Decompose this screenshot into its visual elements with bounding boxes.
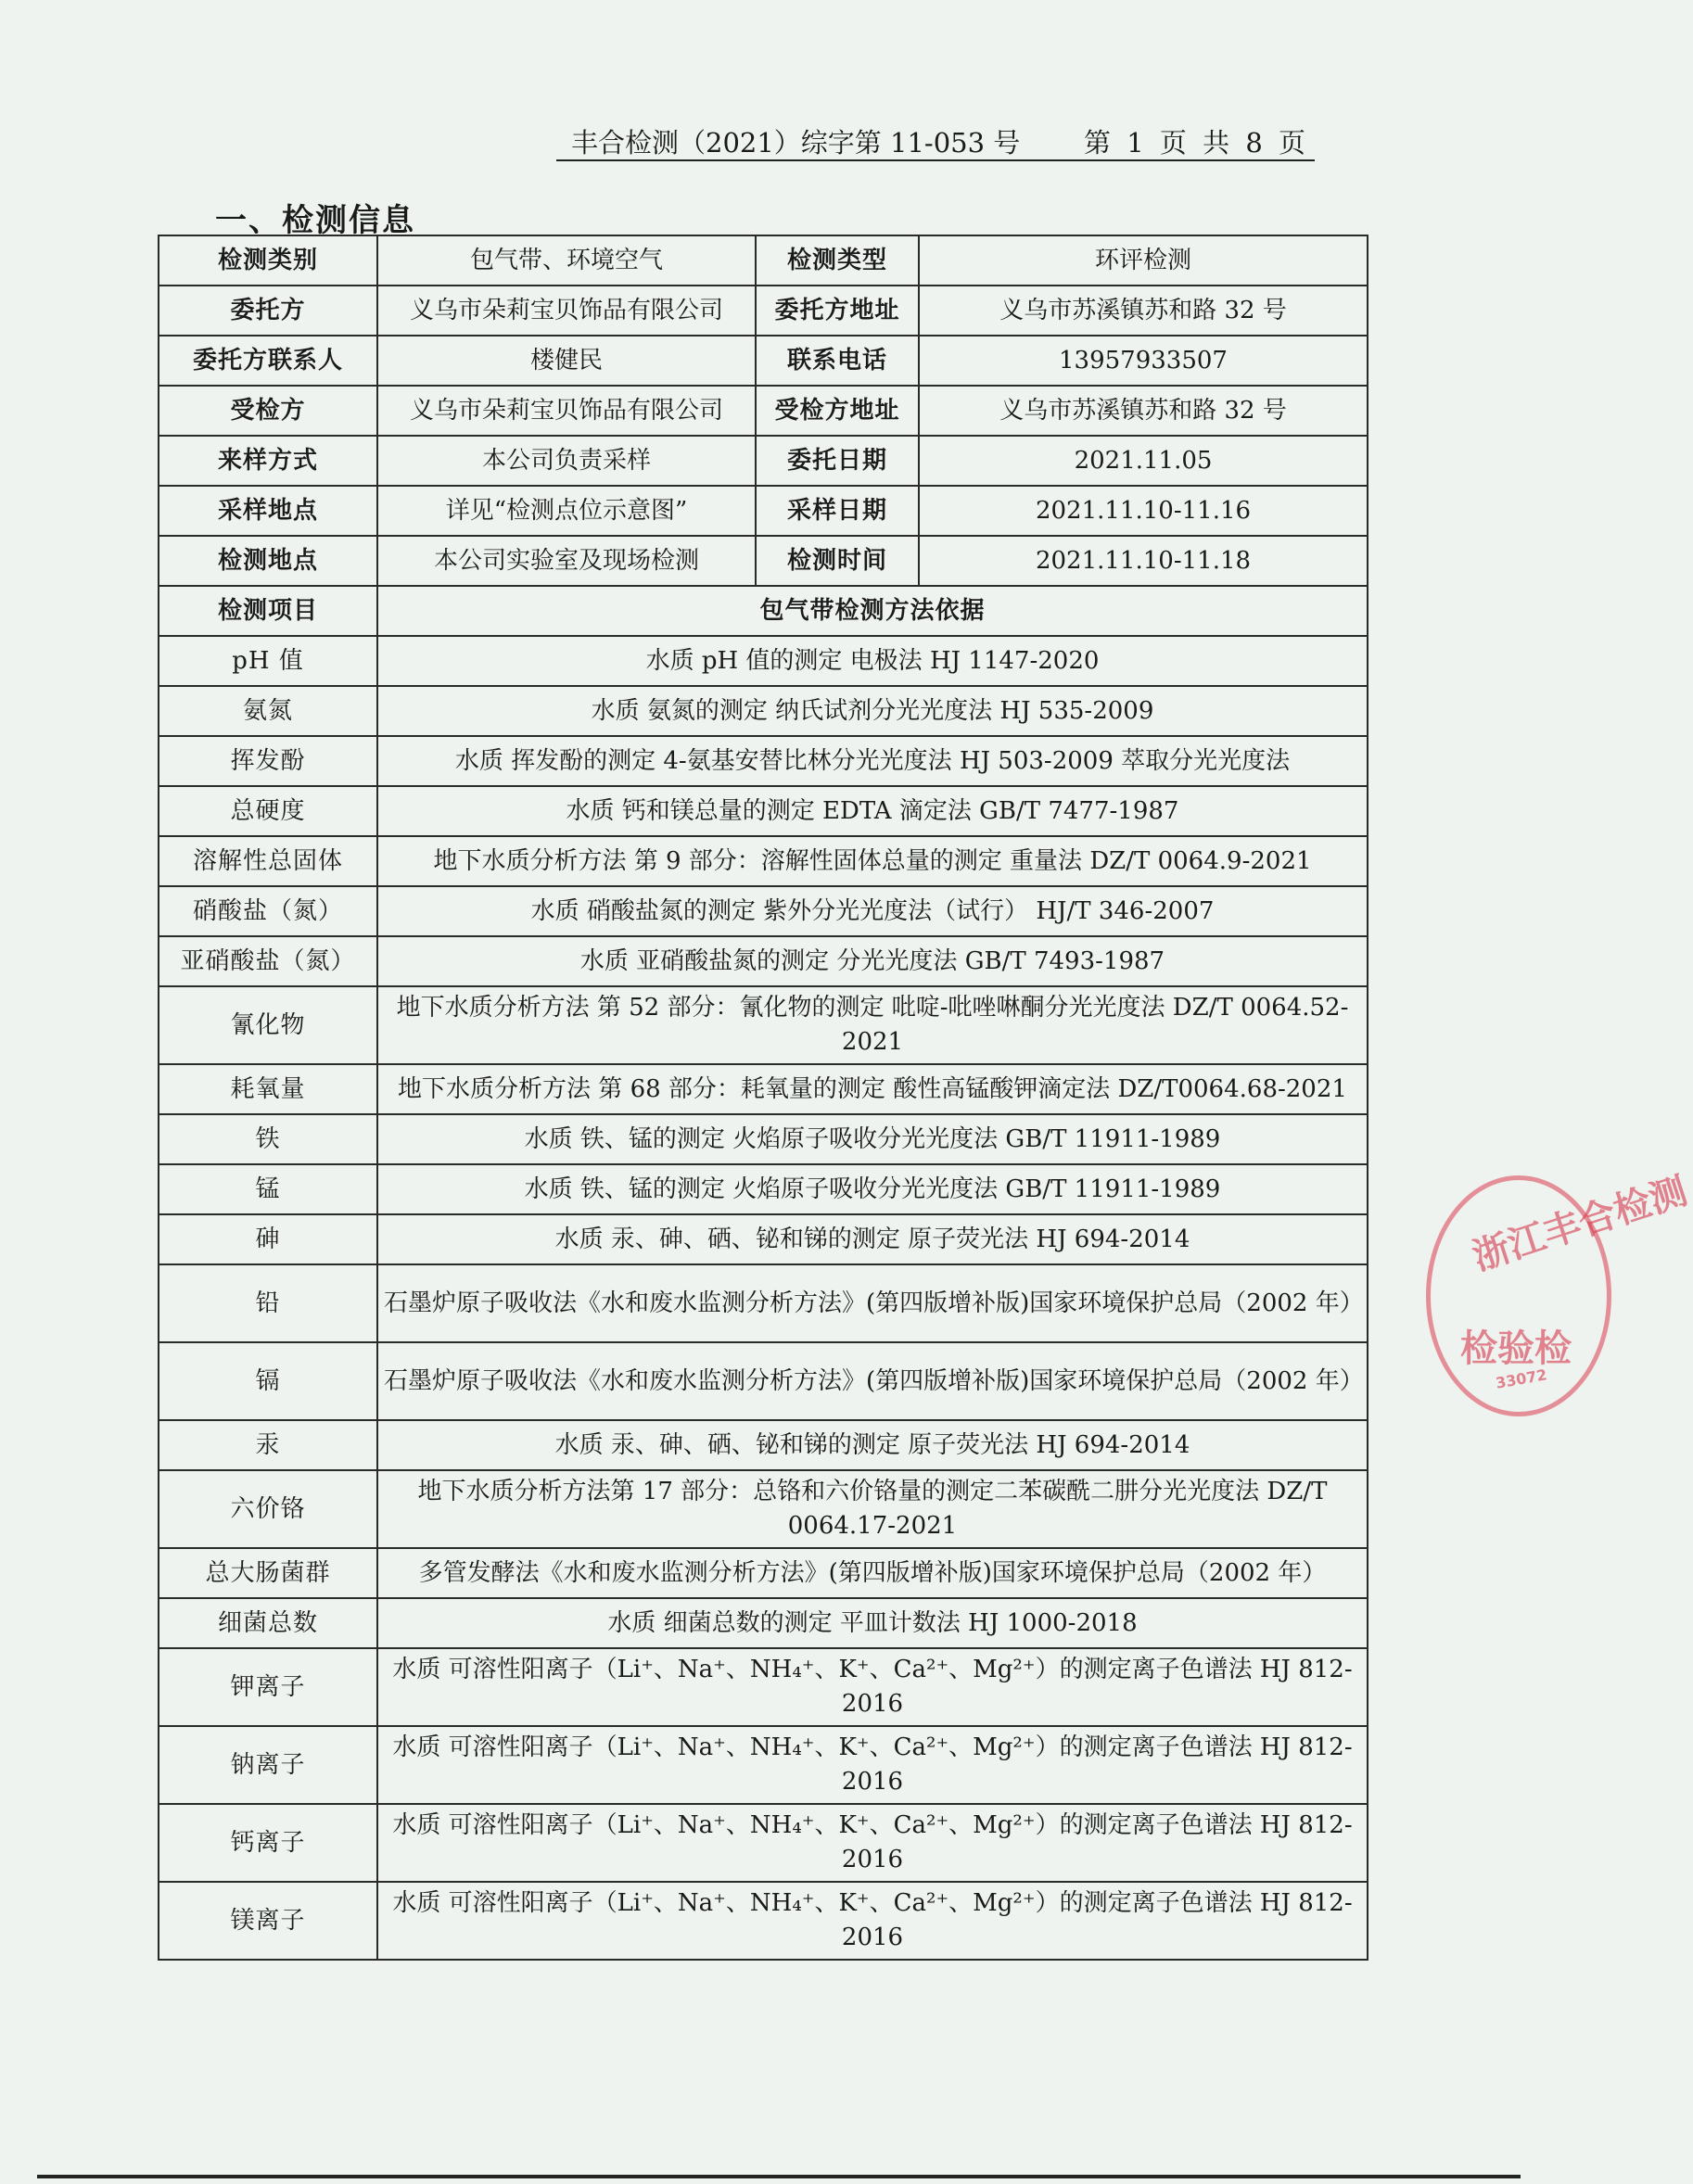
- info-row: [159, 436, 1368, 486]
- test-method: 水质 钙和镁总量的测定 EDTA 滴定法 GB/T 7477-1987: [377, 786, 1368, 836]
- info-value: 详见“检测点位示意图”: [377, 486, 756, 536]
- method-row: [159, 1548, 1368, 1598]
- test-item: 总硬度: [159, 786, 377, 836]
- method-row: [159, 1264, 1368, 1342]
- info-value: 义乌市朵莉宝贝饰品有限公司: [377, 386, 756, 436]
- test-method: 水质 亚硝酸盐氮的测定 分光光度法 GB/T 7493-1987: [377, 936, 1368, 986]
- test-item: 氰化物: [159, 986, 377, 1064]
- method-row: [159, 1420, 1368, 1470]
- test-method: 水质 氨氮的测定 纳氏试剂分光光度法 HJ 535-2009: [377, 686, 1368, 736]
- method-row: [159, 1726, 1368, 1804]
- test-method: 地下水质分析方法第 17 部分：总铬和六价铬量的测定二苯碳酰二肼分光光度法 DZ/T 0064.17-2021: [377, 1470, 1368, 1548]
- method-row: [159, 886, 1368, 936]
- test-item: 镁离子: [159, 1882, 377, 1960]
- method-row: [159, 1648, 1368, 1726]
- method-row: [159, 986, 1368, 1064]
- test-method: 地下水质分析方法 第 68 部分：耗氧量的测定 酸性高锰酸钾滴定法 DZ/T0064.68-2021: [377, 1064, 1368, 1114]
- method-row: [159, 736, 1368, 786]
- info-value: 13957933507: [919, 336, 1368, 386]
- info-value: 义乌市苏溪镇苏和路 32 号: [919, 286, 1368, 336]
- test-item: 砷: [159, 1214, 377, 1264]
- test-item: 铅: [159, 1264, 377, 1342]
- test-item: 汞: [159, 1420, 377, 1470]
- info-row: [159, 386, 1368, 436]
- official-seal: [1426, 1169, 1693, 1416]
- method-header-method: 包气带检测方法依据: [377, 586, 1368, 636]
- seal-number: 33072: [1494, 1365, 1548, 1392]
- test-method: 水质 汞、砷、硒、铋和锑的测定 原子荧光法 HJ 694-2014: [377, 1420, 1368, 1470]
- test-method: 水质 铁、锰的测定 火焰原子吸收分光光度法 GB/T 11911-1989: [377, 1114, 1368, 1164]
- info-label: 检测类别: [159, 235, 377, 286]
- test-item: pH 值: [159, 636, 377, 686]
- test-method: 水质 挥发酚的测定 4-氨基安替比林分光光度法 HJ 503-2009 萃取分光光度法: [377, 736, 1368, 786]
- info-row: [159, 235, 1368, 286]
- test-method: 水质 可溶性阳离子（Li⁺、Na⁺、NH₄⁺、K⁺、Ca²⁺、Mg²⁺）的测定离子色谱法 HJ 812-2016: [377, 1882, 1368, 1960]
- method-row: [159, 1342, 1368, 1420]
- report-number: 丰合检测（2021）综字第 11-053 号: [571, 127, 1021, 159]
- test-item: 亚硝酸盐（氮）: [159, 936, 377, 986]
- info-value: 2021.11.10-11.16: [919, 486, 1368, 536]
- info-label: 受检方地址: [756, 386, 919, 436]
- info-value: 义乌市苏溪镇苏和路 32 号: [919, 386, 1368, 436]
- info-label: 委托方联系人: [159, 336, 377, 386]
- test-item: 钠离子: [159, 1726, 377, 1804]
- info-label: 采样日期: [756, 486, 919, 536]
- test-method: 水质 可溶性阳离子（Li⁺、Na⁺、NH₄⁺、K⁺、Ca²⁺、Mg²⁺）的测定离子色谱法 HJ 812-2016: [377, 1648, 1368, 1726]
- method-row: [159, 1214, 1368, 1264]
- test-item: 钾离子: [159, 1648, 377, 1726]
- info-label: 检测地点: [159, 536, 377, 586]
- test-method: 石墨炉原子吸收法《水和废水监测分析方法》(第四版增补版)国家环境保护总局（2002 年）: [377, 1342, 1368, 1420]
- method-row: [159, 936, 1368, 986]
- info-value: 2021.11.05: [919, 436, 1368, 486]
- test-method: 石墨炉原子吸收法《水和废水监测分析方法》(第四版增补版)国家环境保护总局（2002 年）: [377, 1264, 1368, 1342]
- method-row: [159, 1064, 1368, 1114]
- test-method: 水质 可溶性阳离子（Li⁺、Na⁺、NH₄⁺、K⁺、Ca²⁺、Mg²⁺）的测定离子色谱法 HJ 812-2016: [377, 1726, 1368, 1804]
- test-method: 水质 铁、锰的测定 火焰原子吸收分光光度法 GB/T 11911-1989: [377, 1164, 1368, 1214]
- scan-edge-line: [37, 2175, 1521, 2178]
- test-method: 水质 可溶性阳离子（Li⁺、Na⁺、NH₄⁺、K⁺、Ca²⁺、Mg²⁺）的测定离子色谱法 HJ 812-2016: [377, 1804, 1368, 1882]
- info-row: [159, 536, 1368, 586]
- info-row: [159, 336, 1368, 386]
- info-value: 楼健民: [377, 336, 756, 386]
- info-label: 委托方: [159, 286, 377, 336]
- seal-middle-text: 检验检: [1460, 1327, 1572, 1370]
- test-item: 挥发酚: [159, 736, 377, 786]
- info-row: [159, 486, 1368, 536]
- info-label: 采样地点: [159, 486, 377, 536]
- method-header-item: 检测项目: [159, 586, 377, 636]
- test-item: 六价铬: [159, 1470, 377, 1548]
- info-label: 委托方地址: [756, 286, 919, 336]
- info-value: 包气带、环境空气: [377, 235, 756, 286]
- test-item: 硝酸盐（氮）: [159, 886, 377, 936]
- test-method: 多管发酵法《水和废水监测分析方法》(第四版增补版)国家环境保护总局（2002 年）: [377, 1548, 1368, 1598]
- test-item: 铁: [159, 1114, 377, 1164]
- info-label: 受检方: [159, 386, 377, 436]
- info-value: 本公司实验室及现场检测: [377, 536, 756, 586]
- method-row: [159, 636, 1368, 686]
- detection-info-table: [158, 235, 1368, 1961]
- info-label: 来样方式: [159, 436, 377, 486]
- info-label: 委托日期: [756, 436, 919, 486]
- test-item: 溶解性总固体: [159, 836, 377, 886]
- test-method: 地下水质分析方法 第 9 部分：溶解性固体总量的测定 重量法 DZ/T 0064.9-2021: [377, 836, 1368, 886]
- method-row: [159, 786, 1368, 836]
- info-label: 检测类型: [756, 235, 919, 286]
- method-header-row: [159, 586, 1368, 636]
- method-row: [159, 1882, 1368, 1960]
- test-item: 镉: [159, 1342, 377, 1420]
- method-row: [159, 1804, 1368, 1882]
- method-row: [159, 1598, 1368, 1648]
- info-value: 本公司负责采样: [377, 436, 756, 486]
- test-method: 地下水质分析方法 第 52 部分：氰化物的测定 吡啶-吡唑啉酮分光光度法 DZ/T 0064.52-2021: [377, 986, 1368, 1064]
- method-row: [159, 1164, 1368, 1214]
- method-row: [159, 1470, 1368, 1548]
- method-row: [159, 686, 1368, 736]
- test-method: 水质 汞、砷、硒、铋和锑的测定 原子荧光法 HJ 694-2014: [377, 1214, 1368, 1264]
- test-item: 钙离子: [159, 1804, 377, 1882]
- method-row: [159, 1114, 1368, 1164]
- page-header: [556, 119, 1315, 161]
- test-item: 耗氧量: [159, 1064, 377, 1114]
- info-label: 联系电话: [756, 336, 919, 386]
- test-method: 水质 硝酸盐氮的测定 紫外分光光度法（试行） HJ/T 346-2007: [377, 886, 1368, 936]
- info-value: 环评检测: [919, 235, 1368, 286]
- info-label: 检测时间: [756, 536, 919, 586]
- info-value: 2021.11.10-11.18: [919, 536, 1368, 586]
- test-item: 总大肠菌群: [159, 1548, 377, 1598]
- test-item: 细菌总数: [159, 1598, 377, 1648]
- section-title: 一、检测信息: [215, 202, 415, 239]
- test-method: 水质 pH 值的测定 电极法 HJ 1147-2020: [377, 636, 1368, 686]
- page-number: 第 1 页 共 8 页: [1084, 127, 1309, 159]
- test-item: 锰: [159, 1164, 377, 1214]
- seal-top-text: 浙江丰合检测: [1467, 1169, 1693, 1279]
- info-row: [159, 286, 1368, 336]
- test-item: 氨氮: [159, 686, 377, 736]
- method-row: [159, 836, 1368, 886]
- info-value: 义乌市朵莉宝贝饰品有限公司: [377, 286, 756, 336]
- test-method: 水质 细菌总数的测定 平皿计数法 HJ 1000-2018: [377, 1598, 1368, 1648]
